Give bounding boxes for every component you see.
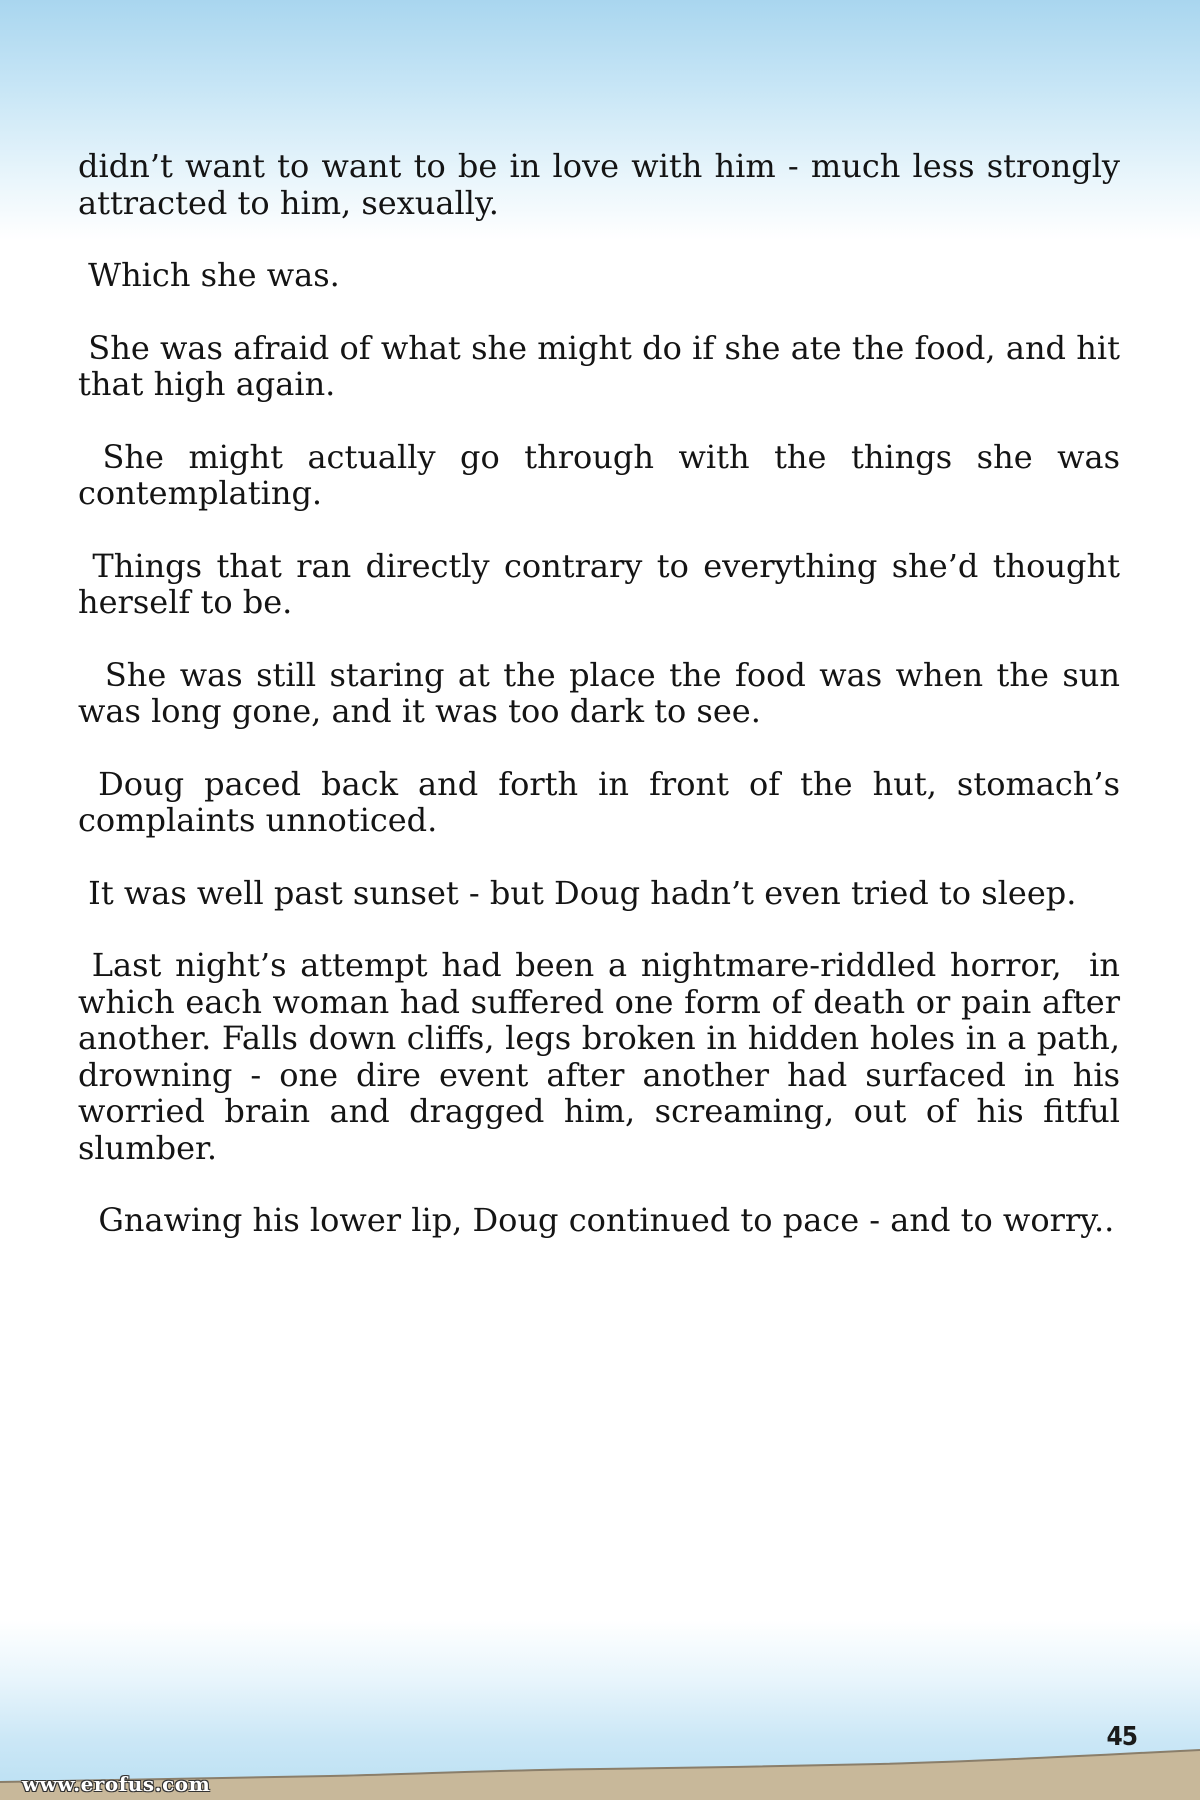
watermark: www.erofus.com xyxy=(22,1772,211,1796)
paragraph: didn’t want to want to be in love with him - much less strongly attracted to him, sexually. xyxy=(78,147,1131,222)
paragraph: Gnawing his lower lip, Doug continued to pace - and to worry.. xyxy=(78,1201,1115,1239)
paragraph: It was well past sunset - but Doug hadn’t even tried to sleep. xyxy=(78,873,1077,912)
paragraph: Which she was. xyxy=(78,256,340,294)
paragraph: Doug paced back and forth in front of the hut, stomach’s complaints unnoticed. xyxy=(78,764,1131,839)
paragraph: Last night’s attempt had been a nightmare-riddled horror, in which each woman had suffered one form of death or pain after another. Falls down cliffs, legs broken in hidden holes in a path, drowning - one dire event after another had surfaced in his worried brain and dragged him, screaming, out of his fitful slumber. xyxy=(78,946,1131,1167)
body-text xyxy=(78,147,1131,1275)
paragraph: She was still staring at the place the food was when the sun was long gone, and it was too dark to see. xyxy=(78,655,1131,730)
paragraph: She might actually go through with the things she was contemplating. xyxy=(78,437,1131,512)
paragraph: Things that ran directly contrary to everything she’d thought herself to be. xyxy=(78,546,1131,621)
page-number: 45 xyxy=(1106,1722,1137,1752)
paragraph: She was afraid of what she might do if she ate the food, and hit that high again. xyxy=(78,328,1131,403)
